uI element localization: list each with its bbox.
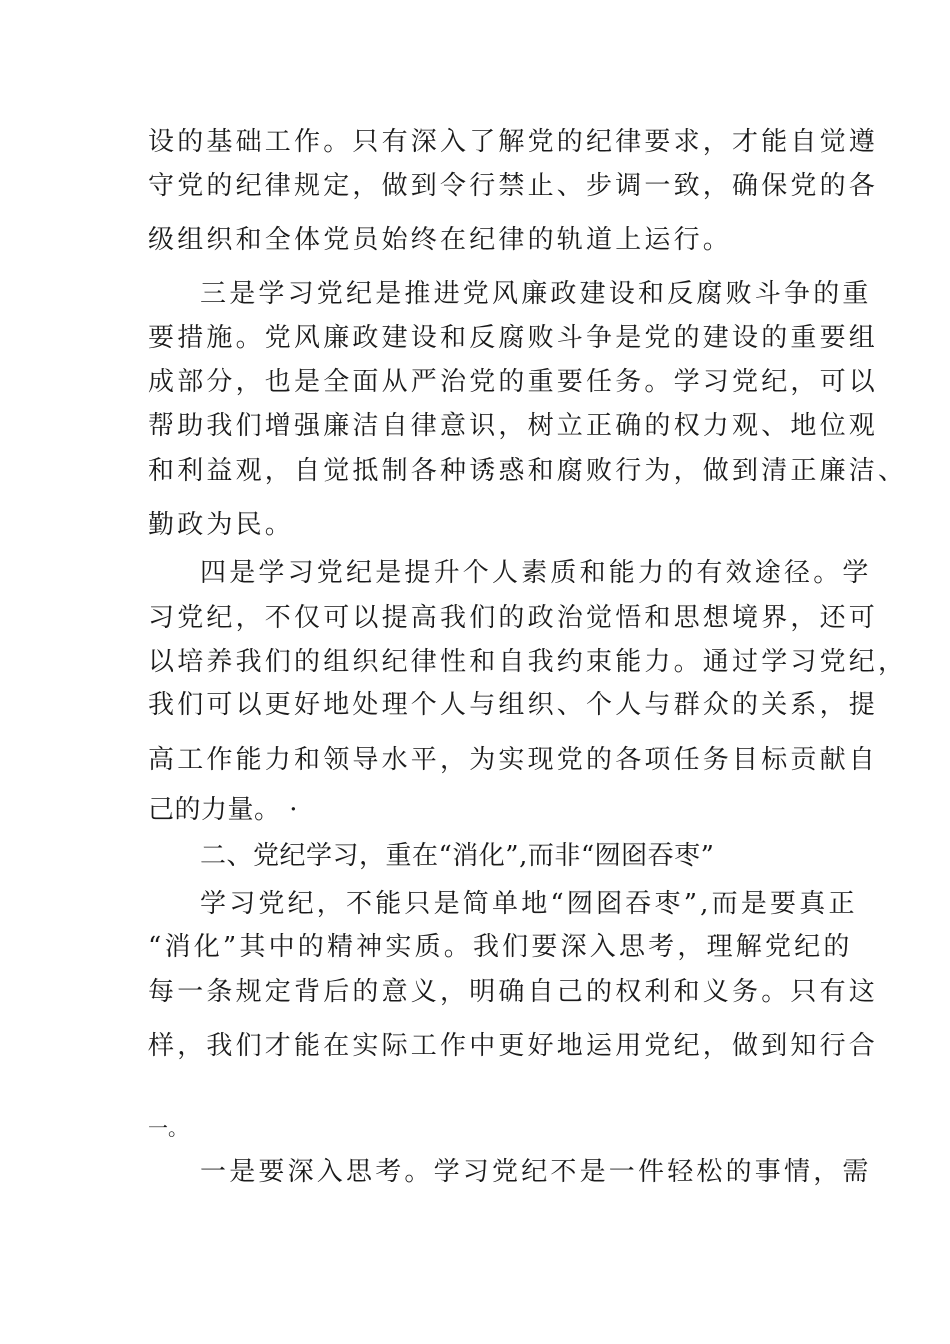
text-line: 设的基础工作。只有深入了解党的纪律要求，才能自觉遵	[148, 127, 879, 157]
text-line: 要措施。党风廉政建设和反腐败斗争是党的建设的重要组	[148, 323, 879, 353]
text-line: 以培养我们的组织纪律性和自我约束能力。通过学习党纪，	[148, 647, 908, 677]
text-line: 勤政为民。	[148, 510, 295, 540]
text-line: 习党纪，不仅可以提高我们的政治觉悟和思想境界，还可	[148, 603, 879, 633]
text-line: 己的力量。 ·	[148, 795, 299, 825]
text-line: 高工作能力和领导水平，为实现党的各项任务目标贡献自	[148, 745, 879, 775]
text-line: 三是学习党纪是推进党风廉政建设和反腐败斗争的重	[200, 279, 872, 309]
text-line: “消化”其中的精神实质。我们要深入思考，理解党纪的	[148, 932, 853, 962]
text-line: 成部分，也是全面从严治党的重要任务。学习党纪，可以	[148, 367, 879, 397]
text-line: 和利益观，自觉抵制各种诱惑和腐败行为，做到清正廉洁、	[148, 456, 908, 486]
text-line: 一是要深入思考。学习党纪不是一件轻松的事情，需	[200, 1157, 872, 1187]
text-line: 帮助我们增强廉洁自律意识，树立正确的权力观、地位观	[148, 411, 879, 441]
text-line: 样，我们才能在实际工作中更好地运用党纪，做到知行合	[148, 1031, 879, 1061]
text-line: 每一条规定背后的意义，明确自己的权利和义务。只有这	[148, 977, 879, 1007]
text-line: 一。	[148, 1116, 188, 1140]
text-line: 级组织和全体党员始终在纪律的轨道上运行。	[148, 225, 733, 255]
text-line: 我们可以更好地处理个人与组织、个人与群众的关系，提	[148, 690, 879, 720]
text-line: 学习党纪，不能只是简单地“囫囵吞枣”,而是要真正	[200, 889, 858, 919]
text-line: 守党的纪律规定，做到令行禁止、步调一致，确保党的各	[148, 171, 879, 201]
text-line: 四是学习党纪是提升个人素质和能力的有效途径。学	[200, 558, 872, 588]
section-heading: 二、党纪学习，重在“消化”,而非“囫囵吞枣”	[200, 841, 715, 871]
